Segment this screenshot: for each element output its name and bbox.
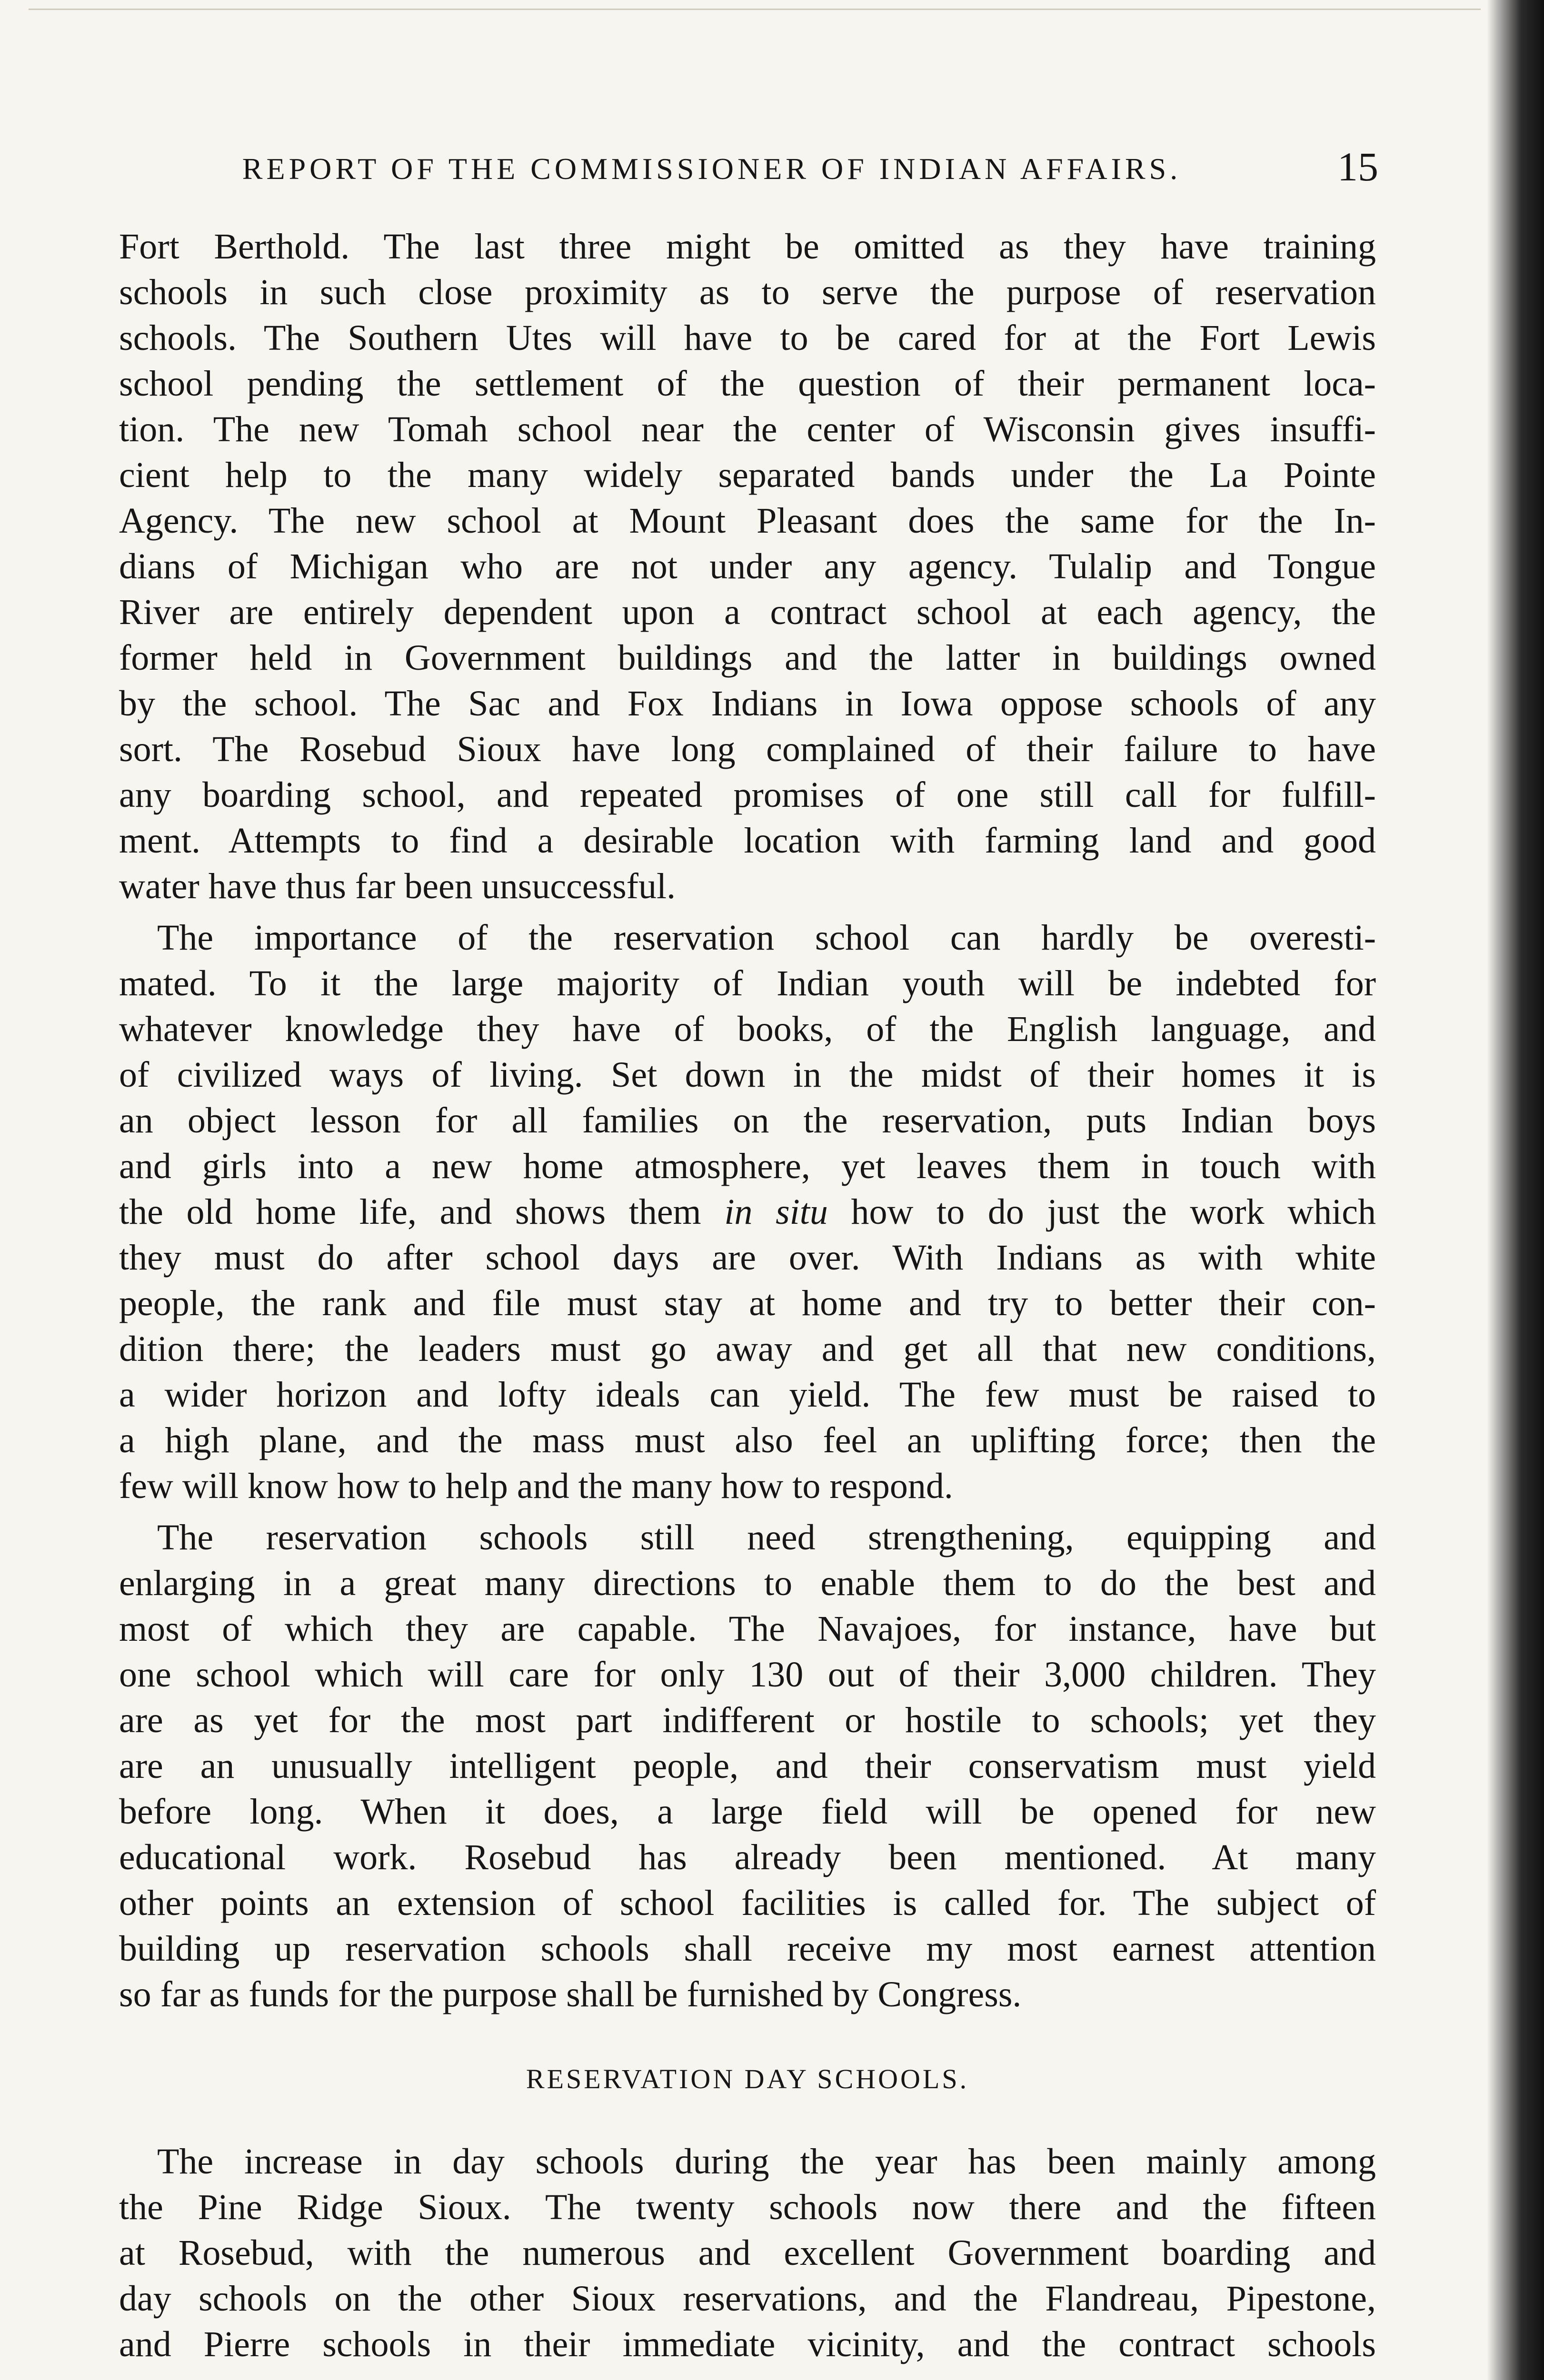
page-top-rule [29, 9, 1481, 10]
paragraph-1 [119, 224, 1376, 909]
text-line: educational work. Rosebud has already been mentioned. At many [119, 1837, 1376, 1877]
text-line: so far as funds for the purpose shall be furnished by Congress. [119, 1974, 1022, 2014]
text-line: are an unusually intelligent people, and their conservatism must yield [119, 1746, 1376, 1786]
text-segment: the old home life, and shows them [119, 1192, 725, 1232]
text-line: the Pine Ridge Sioux. The twenty schools now there and the fifteen [119, 2187, 1376, 2227]
text-line: ment. Attempts to find a desirable location with farming land and good [119, 821, 1376, 861]
text-line: by the school. The Sac and Fox Indians in Iowa oppose schools of any [119, 684, 1376, 724]
text-line: building up reservation schools shall receive my most earnest attention [119, 1929, 1376, 1969]
text-line: water have thus far been unsuccessful. [119, 866, 676, 906]
text-line: dition there; the leaders must go away and get all that new conditions, [119, 1329, 1376, 1369]
text-line: few will know how to help and the many how to respond. [119, 1466, 953, 1506]
paragraph-3 [119, 1515, 1376, 2017]
text-line: The reservation schools still need strengthening, equipping and [157, 1517, 1376, 1557]
italic-phrase: in situ [724, 1192, 828, 1232]
text-line: an object lesson for all families on the reservation, puts Indian boys [119, 1101, 1376, 1140]
text-line: they must do after school days are over. With Indians as with white [119, 1238, 1376, 1278]
text-line: a high plane, and the mass must also feel an uplifting force; then the [119, 1420, 1376, 1460]
text-line: most of which they are capable. The Navajoes, for instance, have but [119, 1609, 1376, 1649]
paragraph-4 [119, 2139, 1376, 2367]
text-line: other points an extension of school facilities is called for. The subject of [119, 1883, 1376, 1923]
text-segment: how to do just the work which [827, 1192, 1376, 1232]
text-line-in-situ [119, 1189, 1376, 1235]
text-line: and girls into a new home atmosphere, yet leaves them in touch with [119, 1146, 1376, 1186]
page-number: 15 [1337, 144, 1378, 189]
text-line: people, the rank and file must stay at home and try to better their con- [119, 1283, 1376, 1323]
page-header [121, 143, 1378, 200]
page-edge-shadow [1487, 0, 1544, 2380]
text-line: at Rosebud, with the numerous and excellent Government boarding and [119, 2233, 1376, 2273]
paragraph-2 [119, 915, 1376, 1509]
text-line: and Pierre schools in their immediate vicinity, and the contract schools [119, 2324, 1376, 2364]
text-line: day schools on the other Sioux reservations, and the Flandreau, Pipestone, [119, 2279, 1376, 2319]
text-line: sort. The Rosebud Sioux have long complained of their failure to have [119, 729, 1376, 769]
text-line: schools in such close proximity as to serve the purpose of reservation [119, 272, 1376, 312]
text-line: schools. The Southern Utes will have to be cared for at the Fort Lewis [119, 318, 1376, 358]
text-line: whatever knowledge they have of books, of the English language, and [119, 1009, 1376, 1049]
text-line: school pending the settlement of the question of their permanent loca- [119, 364, 1376, 404]
text-line: dians of Michigan who are not under any agency. Tulalip and Tongue [119, 546, 1376, 586]
text-line: The increase in day schools during the year has been mainly among [157, 2142, 1376, 2182]
text-line: Fort Berthold. The last three might be omitted as they have training [119, 227, 1376, 267]
page-body [119, 224, 1376, 2367]
text-line: River are entirely dependent upon a contract school at each agency, the [119, 592, 1376, 632]
text-line: of civilized ways of living. Set down in the midst of their homes it is [119, 1055, 1376, 1095]
text-line: cient help to the many widely separated bands under the La Pointe [119, 455, 1376, 495]
text-line: tion. The new Tomah school near the center of Wisconsin gives insuffi- [119, 409, 1376, 449]
text-line: are as yet for the most part indifferent or hostile to schools; yet they [119, 1700, 1376, 1740]
text-line: a wider horizon and lofty ideals can yield. The few must be raised to [119, 1375, 1376, 1415]
text-line: mated. To it the large majority of Indian youth will be indebted for [119, 963, 1376, 1003]
text-line: before long. When it does, a large field will be opened for new [119, 1792, 1376, 1832]
text-line: former held in Government buildings and the latter in buildings owned [119, 638, 1376, 678]
text-line: one school which will care for only 130 out of their 3,000 children. They [119, 1655, 1376, 1695]
section-heading: RESERVATION DAY SCHOOLS. [526, 2063, 969, 2094]
text-line: The importance of the reservation school can hardly be overesti- [157, 918, 1376, 958]
text-line: any boarding school, and repeated promises of one still call for fulfill- [119, 775, 1376, 815]
running-head: REPORT OF THE COMMISSIONER OF INDIAN AFFAIRS. [242, 152, 1182, 186]
text-line: Agency. The new school at Mount Pleasant does the same for the In- [119, 501, 1376, 541]
text-line: enlarging in a great many directions to enable them to do the best and [119, 1563, 1376, 1603]
